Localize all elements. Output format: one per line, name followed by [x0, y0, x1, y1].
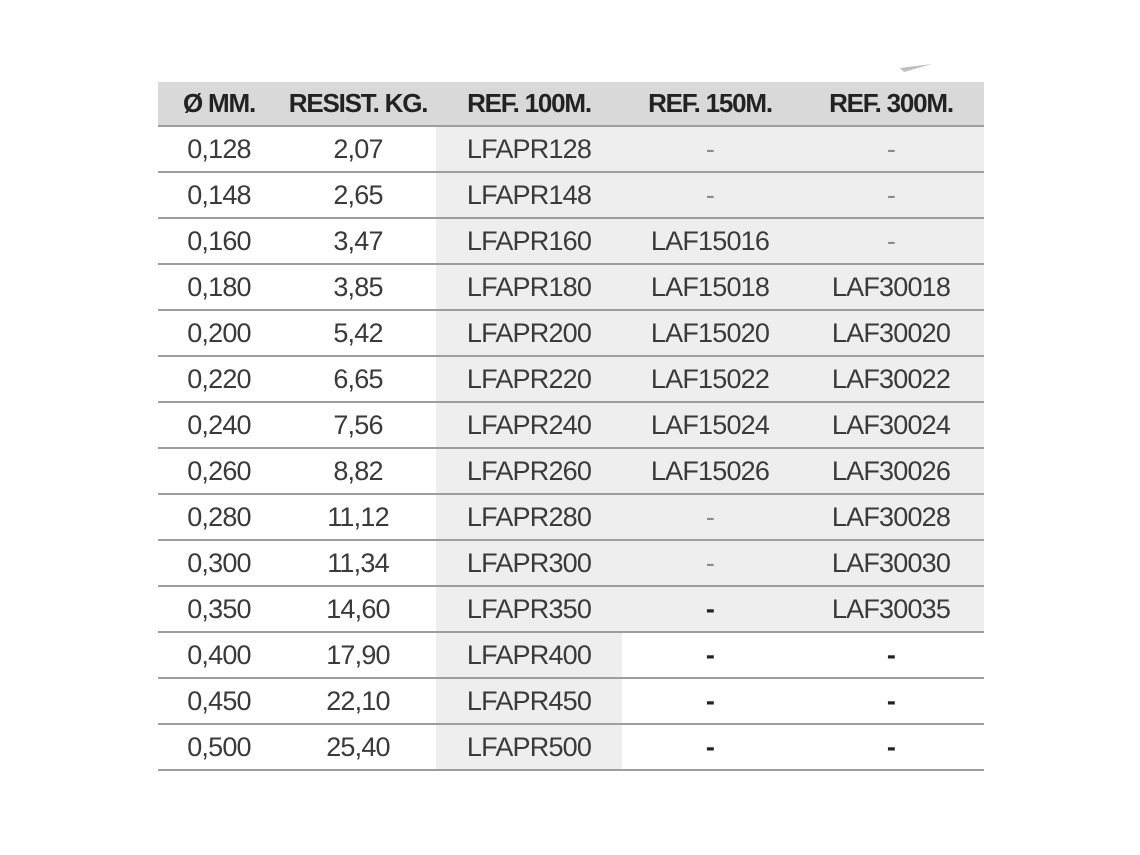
resistance-cell: 14,60	[280, 586, 436, 632]
resistance-cell: 3,85	[280, 264, 436, 310]
ref-150m-cell: LAF15026	[622, 448, 798, 494]
ref-100m-cell: LFAPR180	[436, 264, 622, 310]
ref-100m-cell: LFAPR400	[436, 632, 622, 678]
ref-150m-cell: -	[622, 126, 798, 172]
ref-300m-cell: LAF30030	[798, 540, 984, 586]
ref-300m-cell: -	[798, 126, 984, 172]
ref-300m-cell: LAF30018	[798, 264, 984, 310]
diameter-cell: 0,350	[158, 586, 280, 632]
table-row	[158, 264, 984, 310]
diameter-cell: 0,280	[158, 494, 280, 540]
ref-150m-cell: -	[622, 724, 798, 770]
ref-100m-cell: LFAPR260	[436, 448, 622, 494]
ref-100m-cell: LFAPR280	[436, 494, 622, 540]
diameter-cell: 0,400	[158, 632, 280, 678]
diameter-cell: 0,240	[158, 402, 280, 448]
diameter-cell: 0,128	[158, 126, 280, 172]
table-row	[158, 172, 984, 218]
ref-100m-cell: LFAPR220	[436, 356, 622, 402]
ref-300m-cell: -	[798, 724, 984, 770]
diameter-cell: 0,500	[158, 724, 280, 770]
ref-150m-cell: LAF15018	[622, 264, 798, 310]
resistance-cell: 8,82	[280, 448, 436, 494]
table-row	[158, 402, 984, 448]
ref-150m-cell: LAF15022	[622, 356, 798, 402]
table-body	[158, 126, 984, 770]
diameter-cell: 0,160	[158, 218, 280, 264]
ref-150m-cell: -	[622, 540, 798, 586]
header-diameter: Ø MM.	[158, 82, 280, 126]
spec-table	[158, 82, 984, 771]
table-row	[158, 126, 984, 172]
diameter-cell: 0,300	[158, 540, 280, 586]
diameter-cell: 0,260	[158, 448, 280, 494]
ref-150m-cell: -	[622, 494, 798, 540]
header-ref-150m: REF. 150M.	[622, 82, 798, 126]
table-row	[158, 678, 984, 724]
ref-100m-cell: LFAPR200	[436, 310, 622, 356]
resistance-cell: 5,42	[280, 310, 436, 356]
ref-300m-cell: LAF30024	[798, 402, 984, 448]
diameter-cell: 0,200	[158, 310, 280, 356]
resistance-cell: 2,65	[280, 172, 436, 218]
resistance-cell: 11,34	[280, 540, 436, 586]
ref-300m-cell: LAF30020	[798, 310, 984, 356]
ref-100m-cell: LFAPR128	[436, 126, 622, 172]
ref-300m-cell: -	[798, 632, 984, 678]
resistance-cell: 25,40	[280, 724, 436, 770]
header-resistance: RESIST. KG.	[280, 82, 436, 126]
table-row	[158, 586, 984, 632]
ref-150m-cell: LAF15016	[622, 218, 798, 264]
header-row	[158, 82, 984, 126]
resistance-cell: 2,07	[280, 126, 436, 172]
ref-150m-cell: -	[622, 586, 798, 632]
header-ref-100m: REF. 100M.	[436, 82, 622, 126]
diameter-cell: 0,148	[158, 172, 280, 218]
table-row	[158, 310, 984, 356]
ref-100m-cell: LFAPR240	[436, 402, 622, 448]
ref-300m-cell: -	[798, 218, 984, 264]
diameter-cell: 0,220	[158, 356, 280, 402]
ref-300m-cell: LAF30022	[798, 356, 984, 402]
ref-150m-cell: LAF15020	[622, 310, 798, 356]
table-row	[158, 494, 984, 540]
ref-300m-cell: LAF30035	[798, 586, 984, 632]
table-row	[158, 356, 984, 402]
ref-300m-cell: LAF30026	[798, 448, 984, 494]
corner-mark-icon	[898, 62, 934, 74]
resistance-cell: 6,65	[280, 356, 436, 402]
table-row	[158, 632, 984, 678]
ref-150m-cell: -	[622, 678, 798, 724]
table-row	[158, 218, 984, 264]
ref-100m-cell: LFAPR500	[436, 724, 622, 770]
ref-300m-cell: LAF30028	[798, 494, 984, 540]
ref-150m-cell: -	[622, 632, 798, 678]
table-row	[158, 724, 984, 770]
diameter-cell: 0,180	[158, 264, 280, 310]
ref-100m-cell: LFAPR350	[436, 586, 622, 632]
ref-300m-cell: -	[798, 678, 984, 724]
ref-150m-cell: -	[622, 172, 798, 218]
ref-150m-cell: LAF15024	[622, 402, 798, 448]
ref-100m-cell: LFAPR148	[436, 172, 622, 218]
resistance-cell: 3,47	[280, 218, 436, 264]
ref-100m-cell: LFAPR450	[436, 678, 622, 724]
table-header	[158, 82, 984, 126]
resistance-cell: 7,56	[280, 402, 436, 448]
resistance-cell: 11,12	[280, 494, 436, 540]
resistance-cell: 22,10	[280, 678, 436, 724]
table-row	[158, 540, 984, 586]
resistance-cell: 17,90	[280, 632, 436, 678]
diameter-cell: 0,450	[158, 678, 280, 724]
ref-100m-cell: LFAPR160	[436, 218, 622, 264]
header-ref-300m: REF. 300M.	[798, 82, 984, 126]
ref-100m-cell: LFAPR300	[436, 540, 622, 586]
table-row	[158, 448, 984, 494]
ref-300m-cell: -	[798, 172, 984, 218]
